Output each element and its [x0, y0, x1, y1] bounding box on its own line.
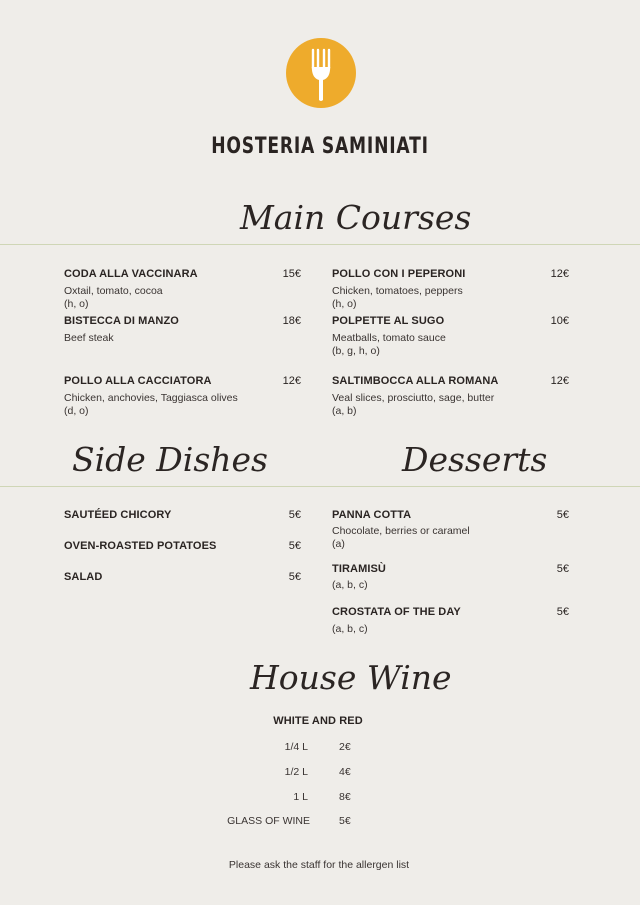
dessert-item-name: PANNA COTTA [332, 509, 412, 521]
wine-size: GLASS OF WINE [227, 815, 310, 827]
wine-price: 8€ [339, 791, 351, 803]
footer-note: Please ask the staff for the allergen list [228, 859, 410, 871]
wine-price: 2€ [339, 741, 351, 753]
menu-item-desc: Veal slices, prosciutto, sage, butter (a, b) [332, 392, 495, 417]
dessert-item-desc: (a, b, c) [332, 623, 368, 635]
menu-item-price: 18€ [282, 315, 301, 327]
menu-item-price: 15€ [282, 268, 301, 280]
menu-item-price: 10€ [550, 315, 569, 327]
menu-item-price: 12€ [282, 375, 301, 387]
dessert-item-name: CROSTATA OF THE DAY [332, 606, 461, 618]
house-wine-heading: House Wine [250, 658, 452, 697]
dessert-item-desc: Chocolate, berries or caramel (a) [332, 525, 470, 550]
menu-item-desc: Chicken, anchovies, Taggiasca olives (d, o) [64, 392, 238, 417]
menu-item-name: POLPETTE AL SUGO [332, 315, 445, 327]
dessert-item-price: 5€ [556, 606, 569, 618]
logo [286, 38, 356, 108]
main-courses-heading: Main Courses [240, 198, 472, 237]
side-item-price: 5€ [288, 509, 301, 521]
side-item-name: SALAD [64, 571, 103, 583]
wine-price: 4€ [339, 766, 351, 778]
menu-item-name: BISTECCA DI MANZO [64, 315, 179, 327]
menu-item-desc: Beef steak [64, 332, 114, 344]
dessert-item-price: 5€ [556, 509, 569, 521]
dessert-item-name: TIRAMISÙ [332, 563, 386, 575]
menu-item-price: 12€ [550, 268, 569, 280]
menu-item-name: SALTIMBOCCA ALLA ROMANA [332, 375, 499, 387]
menu-item-price: 12€ [550, 375, 569, 387]
side-item-price: 5€ [288, 540, 301, 552]
menu-item-name: POLLO CON I PEPERONI [332, 268, 466, 280]
restaurant-name: HOSTERIA SAMINIATI [211, 134, 429, 159]
side-item-price: 5€ [288, 571, 301, 583]
fork-icon [286, 38, 356, 108]
menu-item-desc: Chicken, tomatoes, peppers (h, o) [332, 285, 463, 310]
menu-item-desc: Oxtail, tomato, cocoa (h, o) [64, 285, 163, 310]
divider [0, 244, 640, 245]
wine-price: 5€ [339, 815, 351, 827]
dessert-item-price: 5€ [556, 563, 569, 575]
wine-size: 1/2 L [284, 766, 308, 778]
side-dishes-heading: Side Dishes [72, 440, 268, 479]
menu-item-desc: Meatballs, tomato sauce (b, g, h, o) [332, 332, 446, 357]
side-item-name: OVEN-ROASTED POTATOES [64, 540, 217, 552]
desserts-heading: Desserts [402, 440, 548, 479]
menu-item-name: POLLO ALLA CACCIATORA [64, 375, 212, 387]
wine-size: 1/4 L [284, 741, 308, 753]
divider [0, 486, 640, 487]
wine-subheading: WHITE AND RED [273, 715, 363, 727]
menu-item-name: CODA ALLA VACCINARA [64, 268, 198, 280]
wine-size: 1 L [293, 791, 308, 803]
side-item-name: SAUTÉED CHICORY [64, 509, 172, 521]
dessert-item-desc: (a, b, c) [332, 579, 368, 591]
